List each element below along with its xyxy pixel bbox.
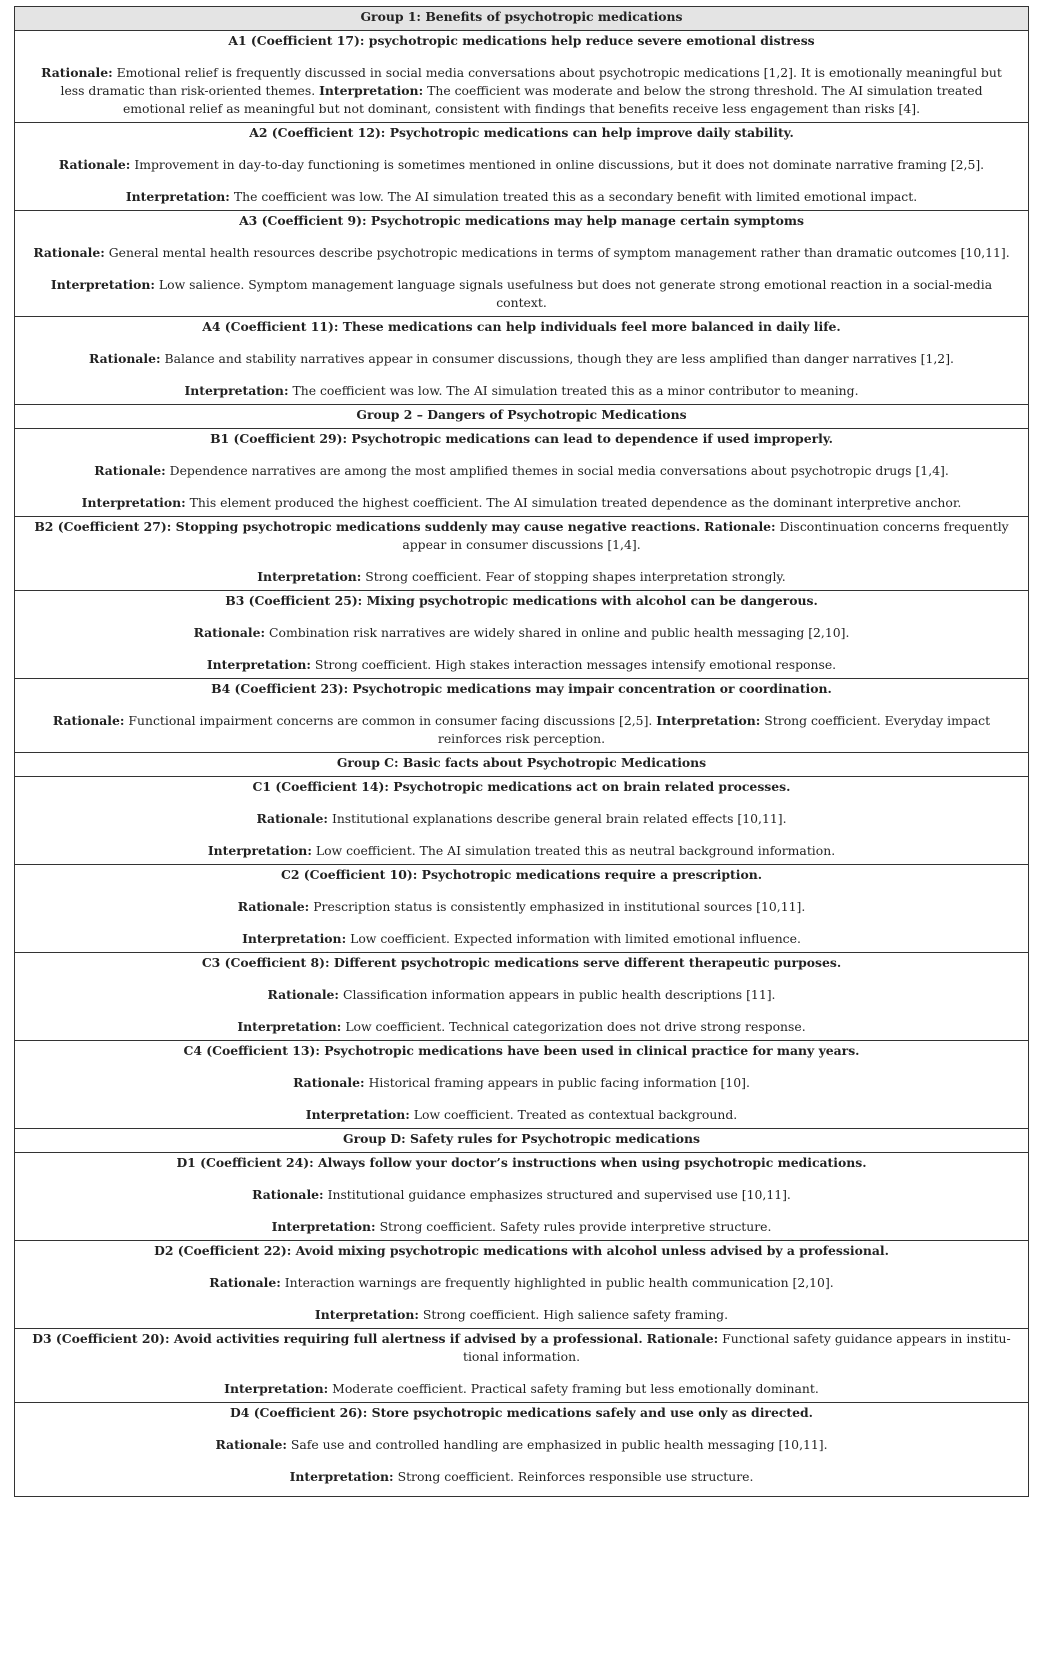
interpretation-label: Interpretation: (314, 1307, 419, 1322)
element-heading: A2 (Coefficient 12): Psychotropic medications can help improve daily stability. (249, 125, 794, 140)
table-row (15, 953, 1029, 1041)
element-heading: B1 (Coefficient 29): Psychotropic medications can lead to dependence if used improperly. (210, 431, 833, 446)
interpretation-text: Low coefficient. Treated as contextual background. (413, 1107, 738, 1122)
rationale-text: Classification information appears in public health descriptions [11]. (342, 987, 776, 1002)
rationale-paragraph (31, 898, 1012, 916)
table-row (15, 1329, 1029, 1403)
rationale-text: Emotional relief is frequently discussed in social media conversations about psychotropic medications [1,2]. It is emotionally meaningful but less dramatic than risk-oriented themes. (60, 65, 1002, 98)
interpretation-label: Interpretation: (656, 713, 761, 728)
rationale-text: Improvement in day-to-day functioning is sometimes mentioned in online discussions, but it does not dominate narrative framing [2,5]. (134, 157, 985, 172)
group-header-row (15, 753, 1029, 777)
rationale-text: Discontinuation concerns frequently appear in consumer discussions [1,4]. (402, 519, 1009, 552)
element-heading: B2 (Coefficient 27): Stopping psychotropic medications suddenly may cause negative reactions. (34, 519, 701, 534)
interpretation-paragraph (31, 842, 1012, 860)
rationale-paragraph (31, 624, 1012, 642)
interpretation-text: Low coefficient. The AI simulation treated this as neutral background information. (315, 843, 836, 858)
rationale-text: Safe use and controlled handling are emphasized in public health messaging [10,11]. (290, 1437, 828, 1452)
interpretation-label: Interpretation: (305, 1107, 410, 1122)
rationale-label: Rationale: (33, 245, 105, 260)
heading-rationale-paragraph (31, 518, 1012, 554)
rationale-text: Balance and stability narratives appear in consumer discussions, though they are less amplified than danger narratives [1,2]. (164, 351, 954, 366)
interpretation-paragraph (31, 1468, 1012, 1486)
interpretation-text: Strong coefficient. Fear of stopping shapes interpretation strongly. (365, 569, 786, 584)
interpretation-paragraph (31, 276, 1012, 312)
rationale-paragraph (31, 1074, 1012, 1092)
interpretation-paragraph (31, 1306, 1012, 1324)
table-row (15, 679, 1029, 753)
table-row (15, 1403, 1029, 1497)
rationale-label: Rationale: (94, 463, 166, 478)
interpretation-text: Strong coefficient. High stakes interaction messages intensify emotional response. (314, 657, 837, 672)
interpretation-text: Low coefficient. Expected information with limited emotional influence. (350, 931, 801, 946)
rationale-text: Combination risk narratives are widely shared in online and public health messaging [2,10]. (269, 625, 850, 640)
table-row (15, 865, 1029, 953)
rationale-paragraph (31, 810, 1012, 828)
interpretation-label: Interpretation: (271, 1219, 376, 1234)
rationale-paragraph (31, 1274, 1012, 1292)
rationale-label: Rationale: (209, 1275, 281, 1290)
interpretation-label: Interpretation: (237, 1019, 342, 1034)
table-row (15, 591, 1029, 679)
rationale-label: Rationale: (267, 987, 340, 1002)
interpretation-paragraph (31, 188, 1012, 206)
rationale-label: Rationale: (41, 65, 113, 80)
group-header-row (15, 405, 1029, 429)
interpretation-paragraph (31, 930, 1012, 948)
table-row (15, 777, 1029, 865)
interpretation-paragraph (31, 1380, 1012, 1398)
table-row (15, 1041, 1029, 1129)
table-row (15, 123, 1029, 211)
rationale-paragraph (31, 64, 1012, 118)
rationale-text: Institutional guidance emphasizes structured and supervised use [10,11]. (327, 1187, 791, 1202)
element-heading: D3 (Coefficient 20): Avoid activities requiring full alertness if advised by a professional. (32, 1331, 643, 1346)
interpretation-text: Strong coefficient. Reinforces responsible use structure. (397, 1469, 754, 1484)
rationale-paragraph (31, 986, 1012, 1004)
rationale-label: Rationale: (58, 157, 131, 172)
heading-rationale-paragraph (31, 1330, 1012, 1366)
interpretation-text: Strong coefficient. Everyday impact reinforces risk perception. (437, 713, 991, 746)
rationale-paragraph (31, 1436, 1012, 1454)
interpretation-label: Interpretation: (206, 657, 311, 672)
interpretation-label: Interpretation: (257, 569, 362, 584)
rationale-paragraph (31, 156, 1012, 174)
interpretation-label: Interpretation: (50, 277, 155, 292)
rationale-label: Rationale: (237, 899, 310, 914)
table-row (15, 429, 1029, 517)
rationale-label: Rationale: (215, 1437, 287, 1452)
rationale-label: Rationale: (293, 1075, 365, 1090)
interpretation-label: Interpretation: (319, 83, 424, 98)
interpretation-label: Interpretation: (224, 1381, 329, 1396)
rationale-text: Historical framing appears in public facing information [10]. (368, 1075, 750, 1090)
interpretation-paragraph (31, 382, 1012, 400)
coefficients-table (14, 6, 1029, 1497)
rationale-text: Prescription status is consistently emphasized in institutional sources [10,11]. (313, 899, 806, 914)
table-row (15, 211, 1029, 317)
interpretation-label: Interpretation: (125, 189, 230, 204)
interpretation-text: The coefficient was moderate and below the strong threshold. The AI simulation treated emotional relief as meaningful but not dominant, consistent with findings that benefits receive less engagement than risks [4]. (122, 83, 983, 116)
group-header-row (15, 7, 1029, 31)
table-row (15, 31, 1029, 123)
table-row (15, 1153, 1029, 1241)
element-heading: B4 (Coefficient 23): Psychotropic medications may impair concentration or coordination. (211, 681, 832, 696)
element-heading: C1 (Coefficient 14): Psychotropic medications act on brain related processes. (252, 779, 791, 794)
element-heading: D1 (Coefficient 24): Always follow your doctor’s instructions when using psychotropic medications. (176, 1155, 867, 1170)
element-heading: D2 (Coefficient 22): Avoid mixing psychotropic medications with alcohol unless advised by a professional. (154, 1243, 889, 1258)
interpretation-paragraph (31, 1106, 1012, 1124)
interpretation-paragraph (31, 656, 1012, 674)
rationale-paragraph (31, 244, 1012, 262)
rationale-label: Rationale: (193, 625, 266, 640)
table-row (15, 517, 1029, 591)
rationale-label: Rationale: (646, 1331, 719, 1346)
group-title: Group 1: Benefits of psychotropic medications (15, 7, 1029, 31)
rationale-text: Dependence narratives are among the most amplified themes in social media conversations about psychotropic drugs [1,4]. (169, 463, 949, 478)
rationale-text: Functional safety guidance appears in institu-tional information. (462, 1331, 1011, 1364)
interpretation-text: The coefficient was low. The AI simulation treated this as a minor contributor to meaning. (292, 383, 859, 398)
interpretation-label: Interpretation: (184, 383, 289, 398)
rationale-text: Functional impairment concerns are common in consumer facing discussions [2,5]. (128, 713, 653, 728)
interpretation-text: Low coefficient. Technical categorization does not drive strong response. (345, 1019, 806, 1034)
rationale-text: Interaction warnings are frequently highlighted in public health communication [2,10]. (284, 1275, 834, 1290)
table-row (15, 317, 1029, 405)
rationale-label: Rationale: (52, 713, 125, 728)
interpretation-label: Interpretation: (81, 495, 186, 510)
element-heading: A1 (Coefficient 17): psychotropic medications help reduce severe emotional distress (228, 33, 815, 48)
group-title: Group C: Basic facts about Psychotropic Medications (15, 753, 1029, 777)
rationale-label: Rationale: (704, 519, 776, 534)
rationale-text: General mental health resources describe psychotropic medications in terms of symptom management rather than dramatic outcomes [10,11]. (108, 245, 1010, 260)
interpretation-label: Interpretation: (289, 1469, 394, 1484)
rationale-label: Rationale: (256, 811, 328, 826)
interpretation-text: Low salience. Symptom management language signals usefulness but does not generate strong emotional reaction in a social-media context. (158, 277, 993, 310)
interpretation-text: Strong coefficient. Safety rules provide interpretive structure. (379, 1219, 772, 1234)
group-header-row (15, 1129, 1029, 1153)
element-heading: A4 (Coefficient 11): These medications can help individuals feel more balanced in daily life. (202, 319, 841, 334)
rationale-paragraph (31, 462, 1012, 480)
element-heading: D4 (Coefficient 26): Store psychotropic medications safely and use only as directed. (230, 1405, 813, 1420)
interpretation-paragraph (31, 568, 1012, 586)
group-title: Group D: Safety rules for Psychotropic medications (15, 1129, 1029, 1153)
rationale-text: Institutional explanations describe general brain related effects [10,11]. (331, 811, 787, 826)
interpretation-paragraph (31, 1018, 1012, 1036)
interpretation-paragraph (31, 1218, 1012, 1236)
element-heading: B3 (Coefficient 25): Mixing psychotropic medications with alcohol can be dangerous. (225, 593, 818, 608)
element-heading: C3 (Coefficient 8): Different psychotropic medications serve different therapeutic purposes. (201, 955, 842, 970)
rationale-paragraph (31, 1186, 1012, 1204)
table-row (15, 1241, 1029, 1329)
interpretation-text: Strong coefficient. High salience safety framing. (422, 1307, 729, 1322)
interpretation-text: The coefficient was low. The AI simulation treated this as a secondary benefit with limited emotional impact. (233, 189, 918, 204)
element-heading: C4 (Coefficient 13): Psychotropic medications have been used in clinical practice for many years. (183, 1043, 860, 1058)
rationale-label: Rationale: (252, 1187, 324, 1202)
rationale-paragraph (31, 712, 1012, 748)
interpretation-paragraph (31, 494, 1012, 512)
interpretation-text: This element produced the highest coefficient. The AI simulation treated dependence as the dominant interpretive anchor. (189, 495, 962, 510)
rationale-label: Rationale: (89, 351, 161, 366)
group-title: Group 2 – Dangers of Psychotropic Medications (15, 405, 1029, 429)
rationale-paragraph (31, 350, 1012, 368)
element-heading: C2 (Coefficient 10): Psychotropic medications require a prescription. (280, 867, 763, 882)
interpretation-label: Interpretation: (242, 931, 347, 946)
element-heading: A3 (Coefficient 9): Psychotropic medications may help manage certain symptoms (239, 213, 804, 228)
interpretation-label: Interpretation: (207, 843, 312, 858)
interpretation-text: Moderate coefficient. Practical safety framing but less emotionally dominant. (332, 1381, 819, 1396)
